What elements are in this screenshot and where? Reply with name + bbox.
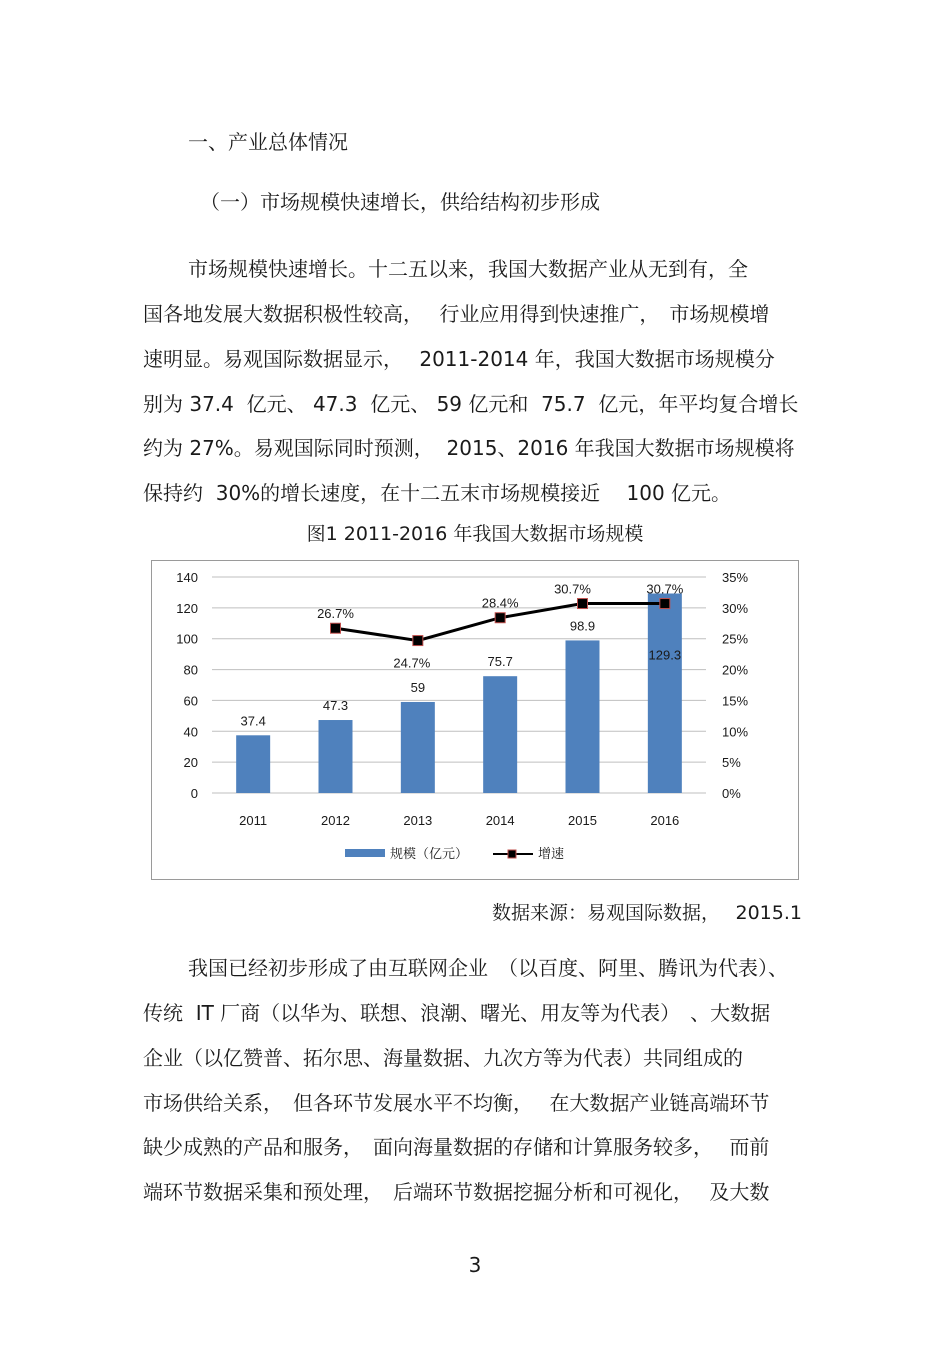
- y-left-tick-label: 60: [183, 693, 198, 709]
- growth-marker: [413, 636, 423, 646]
- figure-caption: 图1 2011-2016 年我国大数据市场规模: [306, 523, 644, 545]
- paragraph-line: 企业（以亿赞普、拓尔思、海量数据、九次方等为代表）共同组成的: [143, 1046, 743, 1070]
- paragraph-line: 别为 37.4 亿元、 47.3 亿元、 59 亿元和 75.7 亿元，年平均复合增长: [143, 392, 799, 416]
- growth-value-label: 30.7%: [554, 581, 591, 597]
- paragraph-line: 我国已经初步形成了由互联网企业 （以百度、阿里、腾讯为代表）、: [188, 956, 788, 980]
- y-left-tick-label: 120: [176, 600, 198, 616]
- paragraph-line: 市场规模快速增长。十二五以来，我国大数据产业从无到有，全: [188, 257, 748, 281]
- growth-value-label: 24.7%: [393, 655, 431, 671]
- bar-value-label: 129.3: [648, 647, 682, 663]
- bar-value-label: 98.9: [569, 618, 596, 634]
- paragraph-line: 国各地发展大数据积极性较高， 行业应用得到快速推广， 市场规模增: [143, 302, 770, 326]
- y-right-tick-label: 10%: [722, 724, 749, 740]
- legend-line-marker: [508, 850, 516, 858]
- growth-value-label: 26.7%: [317, 606, 354, 622]
- growth-marker: [660, 599, 670, 609]
- y-right-tick-label: 5%: [722, 755, 741, 771]
- growth-value-label: 30.7%: [646, 581, 684, 597]
- paragraph-line: 传统 IT 厂商（以华为、联想、浪潮、曙光、用友等为代表） 、大数据: [143, 1001, 771, 1025]
- page-number: 3: [468, 1253, 482, 1277]
- bar-value-label: 37.4: [240, 713, 266, 729]
- paragraph-line: 速明显。易观国际数据显示， 2011-2014 年，我国大数据市场规模分: [143, 347, 775, 371]
- source-note: 数据来源：易观国际数据， 2015.1: [491, 902, 802, 924]
- chart-canvas: [152, 561, 800, 881]
- market-size-chart: [151, 560, 799, 880]
- paragraph-line: 约为 27%。易观国际同时预测， 2015、2016 年我国大数据市场规模将: [143, 436, 795, 460]
- y-left-tick-label: 20: [183, 755, 198, 771]
- y-right-tick-label: 30%: [722, 600, 749, 616]
- y-right-tick-label: 15%: [722, 693, 749, 709]
- y-right-tick-label: 0%: [722, 786, 741, 801]
- bar: [236, 735, 270, 793]
- legend-line-label: 增速: [538, 847, 565, 862]
- y-right-tick-label: 25%: [722, 631, 749, 647]
- y-right-tick-label: 35%: [722, 570, 749, 585]
- x-tick-label: 2013: [403, 813, 433, 828]
- growth-marker: [331, 623, 341, 633]
- x-tick-label: 2011: [239, 813, 268, 828]
- growth-value-label: 28.4%: [481, 595, 519, 611]
- subsection-heading: （一）市场规模快速增长，供给结构初步形成: [200, 190, 600, 214]
- bar-value-label: 47.3: [322, 698, 349, 714]
- bar-value-label: 75.7: [487, 654, 513, 670]
- y-left-tick-label: 80: [183, 662, 198, 678]
- x-tick-label: 2016: [650, 813, 680, 828]
- x-tick-label: 2014: [485, 813, 515, 828]
- x-tick-label: 2015: [568, 813, 597, 828]
- bar: [319, 720, 353, 793]
- bar: [401, 702, 435, 793]
- paragraph-line: 市场供给关系， 但各环节发展水平不均衡， 在大数据产业链高端环节: [143, 1091, 770, 1115]
- y-right-tick-label: 20%: [722, 662, 749, 678]
- y-left-tick-label: 0: [190, 786, 198, 801]
- bar-value-label: 59: [410, 679, 426, 695]
- growth-marker: [495, 613, 505, 623]
- bar: [566, 640, 600, 793]
- legend-bar-label: 规模（亿元）: [390, 847, 469, 862]
- section-heading: 一、产业总体情况: [188, 130, 348, 154]
- paragraph-line: 保持约 30%的增长速度，在十二五末市场规模接近 100 亿元。: [143, 481, 732, 505]
- bar: [648, 594, 682, 793]
- legend-bar-swatch: [345, 849, 385, 857]
- y-left-tick-label: 140: [176, 570, 198, 585]
- bar: [483, 676, 517, 793]
- paragraph-line: 缺少成熟的产品和服务， 面向海量数据的存储和计算服务较多， 而前: [143, 1135, 770, 1159]
- paragraph-line: 端环节数据采集和预处理， 后端环节数据挖掘分析和可视化， 及大数: [143, 1180, 770, 1204]
- x-tick-label: 2012: [321, 813, 350, 828]
- y-left-tick-label: 100: [176, 631, 198, 647]
- y-left-tick-label: 40: [183, 724, 198, 740]
- growth-marker: [578, 599, 588, 609]
